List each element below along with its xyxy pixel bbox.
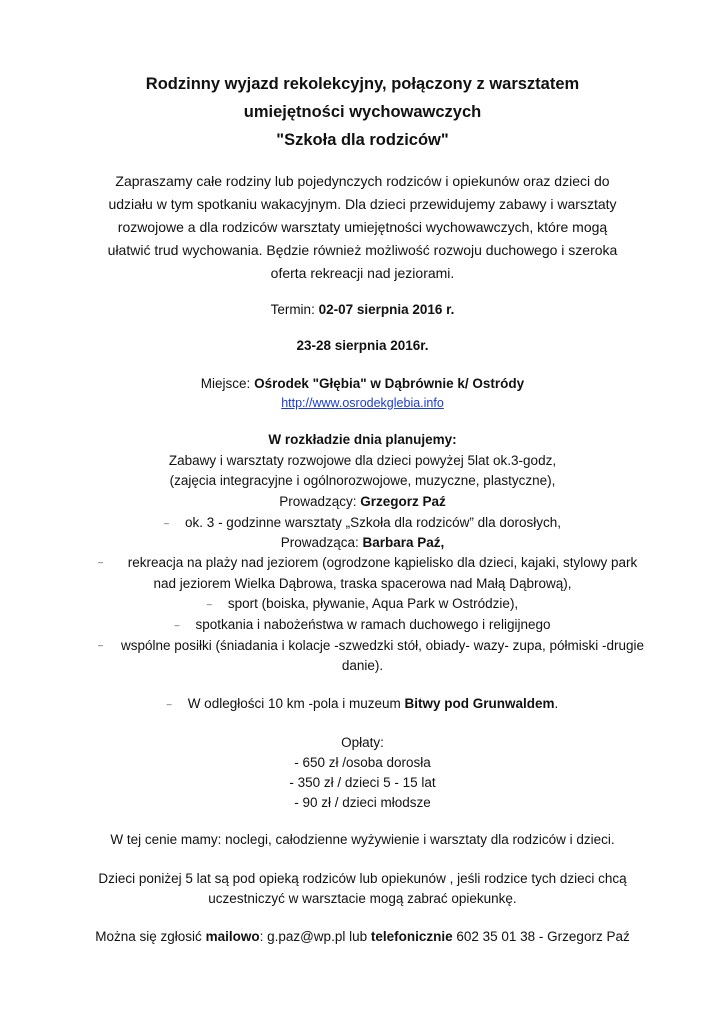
children-note-line-1: Dzieci poniżej 5 lat są pod opieką rodziców lub opiekunów , jeśli rodzice tych dzieci chcą [98,871,627,886]
schedule-line-7: nad jeziorem Wielka Dąbrowa, traska spacerowa nad Małą Dąbrową), [153,576,572,591]
intro-line-3: rozwojowe a dla rodziców warsztaty umiejętności wychowawczych, które mogą [117,219,608,235]
contact-phone-label: telefonicznie [370,929,453,944]
dash-bullet: – [98,557,104,567]
schedule-line-10: wspólne posiłki (śniadania i kolacje -szwedzki stół, obiady- wazy- zupa, półmiski -drugie [121,638,644,653]
schedule-line-9 [0,615,725,635]
fees-heading: Opłaty: [341,735,384,750]
schedule-line-3 [0,492,725,512]
contact-mail-label: mailowo [205,929,260,944]
grunwald-text: Bitwy pod Grunwaldem [404,696,555,711]
leader-name: Grzegorz Paź [360,494,446,509]
leader2-name: Barbara Paź, [362,535,445,550]
term-label: Termin: [270,302,319,317]
place-website-link[interactable]: http://www.osrodekglebia.info [281,396,444,410]
schedule-line-9-text: spotkania i nabożeństwa w ramach duchowego i religijnego [195,617,551,632]
intro-line-4: ułatwić trud wychowania. Będzie również możliwość rozwoju duchowego i szeroka [107,242,618,258]
schedule-heading [0,430,725,450]
contact-email[interactable]: : g.paz@wp.pl lub [259,929,371,944]
title-line-2: umiejętności wychowawczych [243,103,482,121]
distance-text: W odległości 10 km -pola i muzeum [187,696,405,711]
schedule-line-8 [0,594,725,614]
leader-label: Prowadzący: [279,494,361,509]
dash-bullet: – [164,518,170,529]
title-line-3: "Szkoła dla rodziców" [276,131,449,149]
schedule-line-4 [0,513,725,533]
schedule-line-5 [0,533,725,553]
schedule-line-11: danie). [341,658,384,673]
children-note-line-2: uczestniczyć w warsztacie mogą zabrać opiekunkę. [208,891,517,906]
place-line [0,374,725,394]
dash-bullet: – [166,699,172,710]
term-line [0,300,725,320]
fee-adult: - 650 zł /osoba dorosła [294,755,431,770]
distance-end: . [554,696,559,711]
place-link-line [0,393,725,413]
term-date-1: 02-07 sierpnia 2016 r. [318,302,455,317]
dash-bullet: – [206,599,212,610]
contact-text-1: Można się zgłosić [95,929,206,944]
contact-phone[interactable]: 602 35 01 38 - Grzegorz Paź [452,929,630,944]
title-line-1: Rodzinny wyjazd rekolekcyjny, połączony z warsztatem [145,75,580,93]
schedule-line-1: Zabawy i warsztaty rozwojowe dla dzieci powyżej 5lat ok.3-godz, [168,453,557,468]
schedule-line-6: rekreacja na plaży nad jeziorem (ogrodzone kąpielisko dla dzieci, kajaki, stylowy park [127,555,638,570]
term-line-2 [0,336,725,356]
place-label: Miejsce: [200,376,255,391]
schedule-line-4-text: ok. 3 - godzinne warsztaty „Szkoła dla rodziców” dla dorosłych, [185,515,561,530]
intro-line-5: oferta rekreacji nad jeziorami. [270,265,455,281]
dash-bullet: – [174,620,180,631]
leader2-label: Prowadząca: [280,535,363,550]
intro-line-1: Zapraszamy całe rodziny lub pojedynczych rodziców i opiekunów oraz dzieci do [115,173,610,189]
fee-young-children: - 90 zł / dzieci młodsze [294,795,431,810]
dash-bullet: – [98,640,104,650]
term-date-2: 23-28 sierpnia 2016r. [296,338,429,353]
schedule-line-12 [0,694,725,714]
contact-line [0,927,725,947]
place-name: Ośrodek "Głębia" w Dąbrównie k/ Ostródy [254,376,525,391]
price-includes: W tej cenie mamy: noclegi, całodzienne wyżywienie i warsztaty dla rodziców i dzieci. [110,832,615,847]
schedule-heading-text: W rozkładzie dnia planujemy: [268,432,457,447]
schedule-line-8-text: sport (boiska, pływanie, Aqua Park w Ostródzie), [227,596,519,611]
fee-children: - 350 zł / dzieci 5 - 15 lat [289,775,436,790]
intro-line-2: udziału w tym spotkaniu wakacyjnym. Dla dzieci przewidujemy zabawy i warsztaty [108,196,617,212]
schedule-line-2: (zajęcia integracyjne i ogólnorozwojowe, muzyczne, plastyczne), [169,473,556,488]
